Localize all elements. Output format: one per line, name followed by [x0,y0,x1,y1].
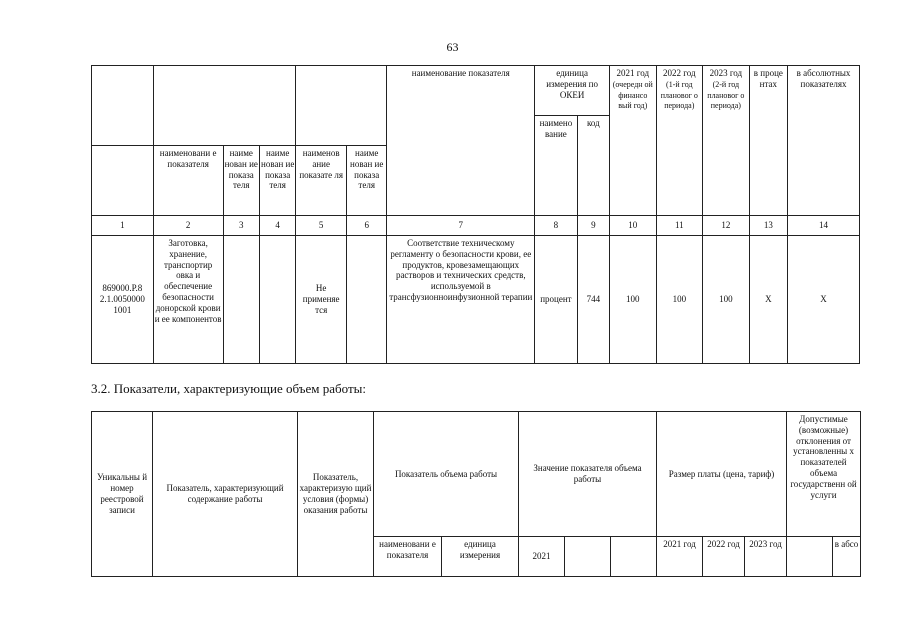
header-value: Значение показателя объема работы [519,412,657,537]
header-2021: 2021 год (очередн ой финансо вый год) [610,66,657,216]
header-c1 [92,146,154,216]
value-2022: 100 [656,236,703,364]
header-c5: наименов ание показате ля [296,146,347,216]
header-c4: наиме нован ие показа теля [259,146,295,216]
sub-fee-2023: 2023 год [745,537,787,577]
sub-fee-2022: 2022 год [703,537,745,577]
header-c2: наименовани е показателя [153,146,223,216]
header-unit-code: код [577,116,609,216]
header-volume: Показатель объема работы [374,412,519,537]
header-unit-name: наимено вание [535,116,577,216]
header-blank-1 [92,66,154,146]
header-c6: наиме нован ие показа теля [346,146,386,216]
col-number: 8 [535,216,577,236]
header-unique-number: Уникальны й номер реестровой записи [92,412,153,577]
registry-number: 869000.Р.8 2.1.0050000 1001 [92,236,154,364]
unit-name: процент [535,236,577,364]
sub-value-blank-1 [565,537,611,577]
header-work-content: Показатель, характеризующий содержание работы [153,412,298,577]
sub-fee-2021: 2021 год [657,537,703,577]
deviation-percent: Х [749,236,787,364]
header-2023: 2023 год (2-й год плановог о периода) [703,66,750,216]
page-number: 63 [446,40,459,54]
unit-code: 744 [577,236,609,364]
header-fee: Размер платы (цена, тариф) [657,412,787,537]
col-number: 2 [153,216,223,236]
sub-unit: единица измерения [442,537,519,577]
sub-dev-absolute: в абсо [833,537,861,577]
cell-c4 [259,236,295,364]
cell-c3 [223,236,259,364]
cell-c6 [346,236,386,364]
value-2023: 100 [703,236,750,364]
col-number: 13 [749,216,787,236]
col-number: 11 [656,216,703,236]
col-number: 14 [788,216,860,236]
header-deviation: Допустимые (возможные) отклонения от установленны х показателей объема государственн ой услуги [787,412,861,537]
quality-indicators-table [91,65,860,364]
condition: Не применяе тся [296,236,347,364]
header-c3: наиме нован ие показа теля [223,146,259,216]
deviation-absolute: Х [788,236,860,364]
header-absolute: в абсолютных показателях [788,66,860,216]
header-2022: 2022 год (1-й год плановог о периода) [656,66,703,216]
header-blank-3 [296,66,387,146]
sub-value-2021: 2021 [519,537,565,577]
col-number: 12 [703,216,750,236]
sub-dev-blank [787,537,833,577]
col-number: 7 [387,216,535,236]
volume-indicators-table [91,411,861,577]
header-percent: в проце нтах [749,66,787,216]
section-heading: 3.2. Показатели, характеризующие объем работы: [91,381,366,396]
column-number-row [92,216,860,236]
indicator-name: Соответствие техническому регламенту о безопасности крови, ее продуктов, кровезамещающих растворов и технических средств, используемой в трансфузионноинфузионной терапии [387,236,535,364]
sub-value-blank-2 [611,537,657,577]
header-blank-2 [153,66,296,146]
work-content: Заготовка, хранение, транспортир овка и обеспечение безопасности донорской крови и ее компонентов [153,236,223,364]
sub-indicator-name: наименовани е показателя [374,537,442,577]
header-indicator-name: наименование показателя [387,66,535,216]
header-unit: единица измерения по ОКЕИ [535,66,610,116]
header-work-conditions: Показатель, характеризую щий условия (формы) оказания работы [298,412,374,577]
col-number: 10 [610,216,657,236]
col-number: 9 [577,216,609,236]
col-number: 3 [223,216,259,236]
table-row [92,236,860,364]
col-number: 5 [296,216,347,236]
col-number: 4 [259,216,295,236]
col-number: 6 [346,216,386,236]
value-2021: 100 [610,236,657,364]
col-number: 1 [92,216,154,236]
